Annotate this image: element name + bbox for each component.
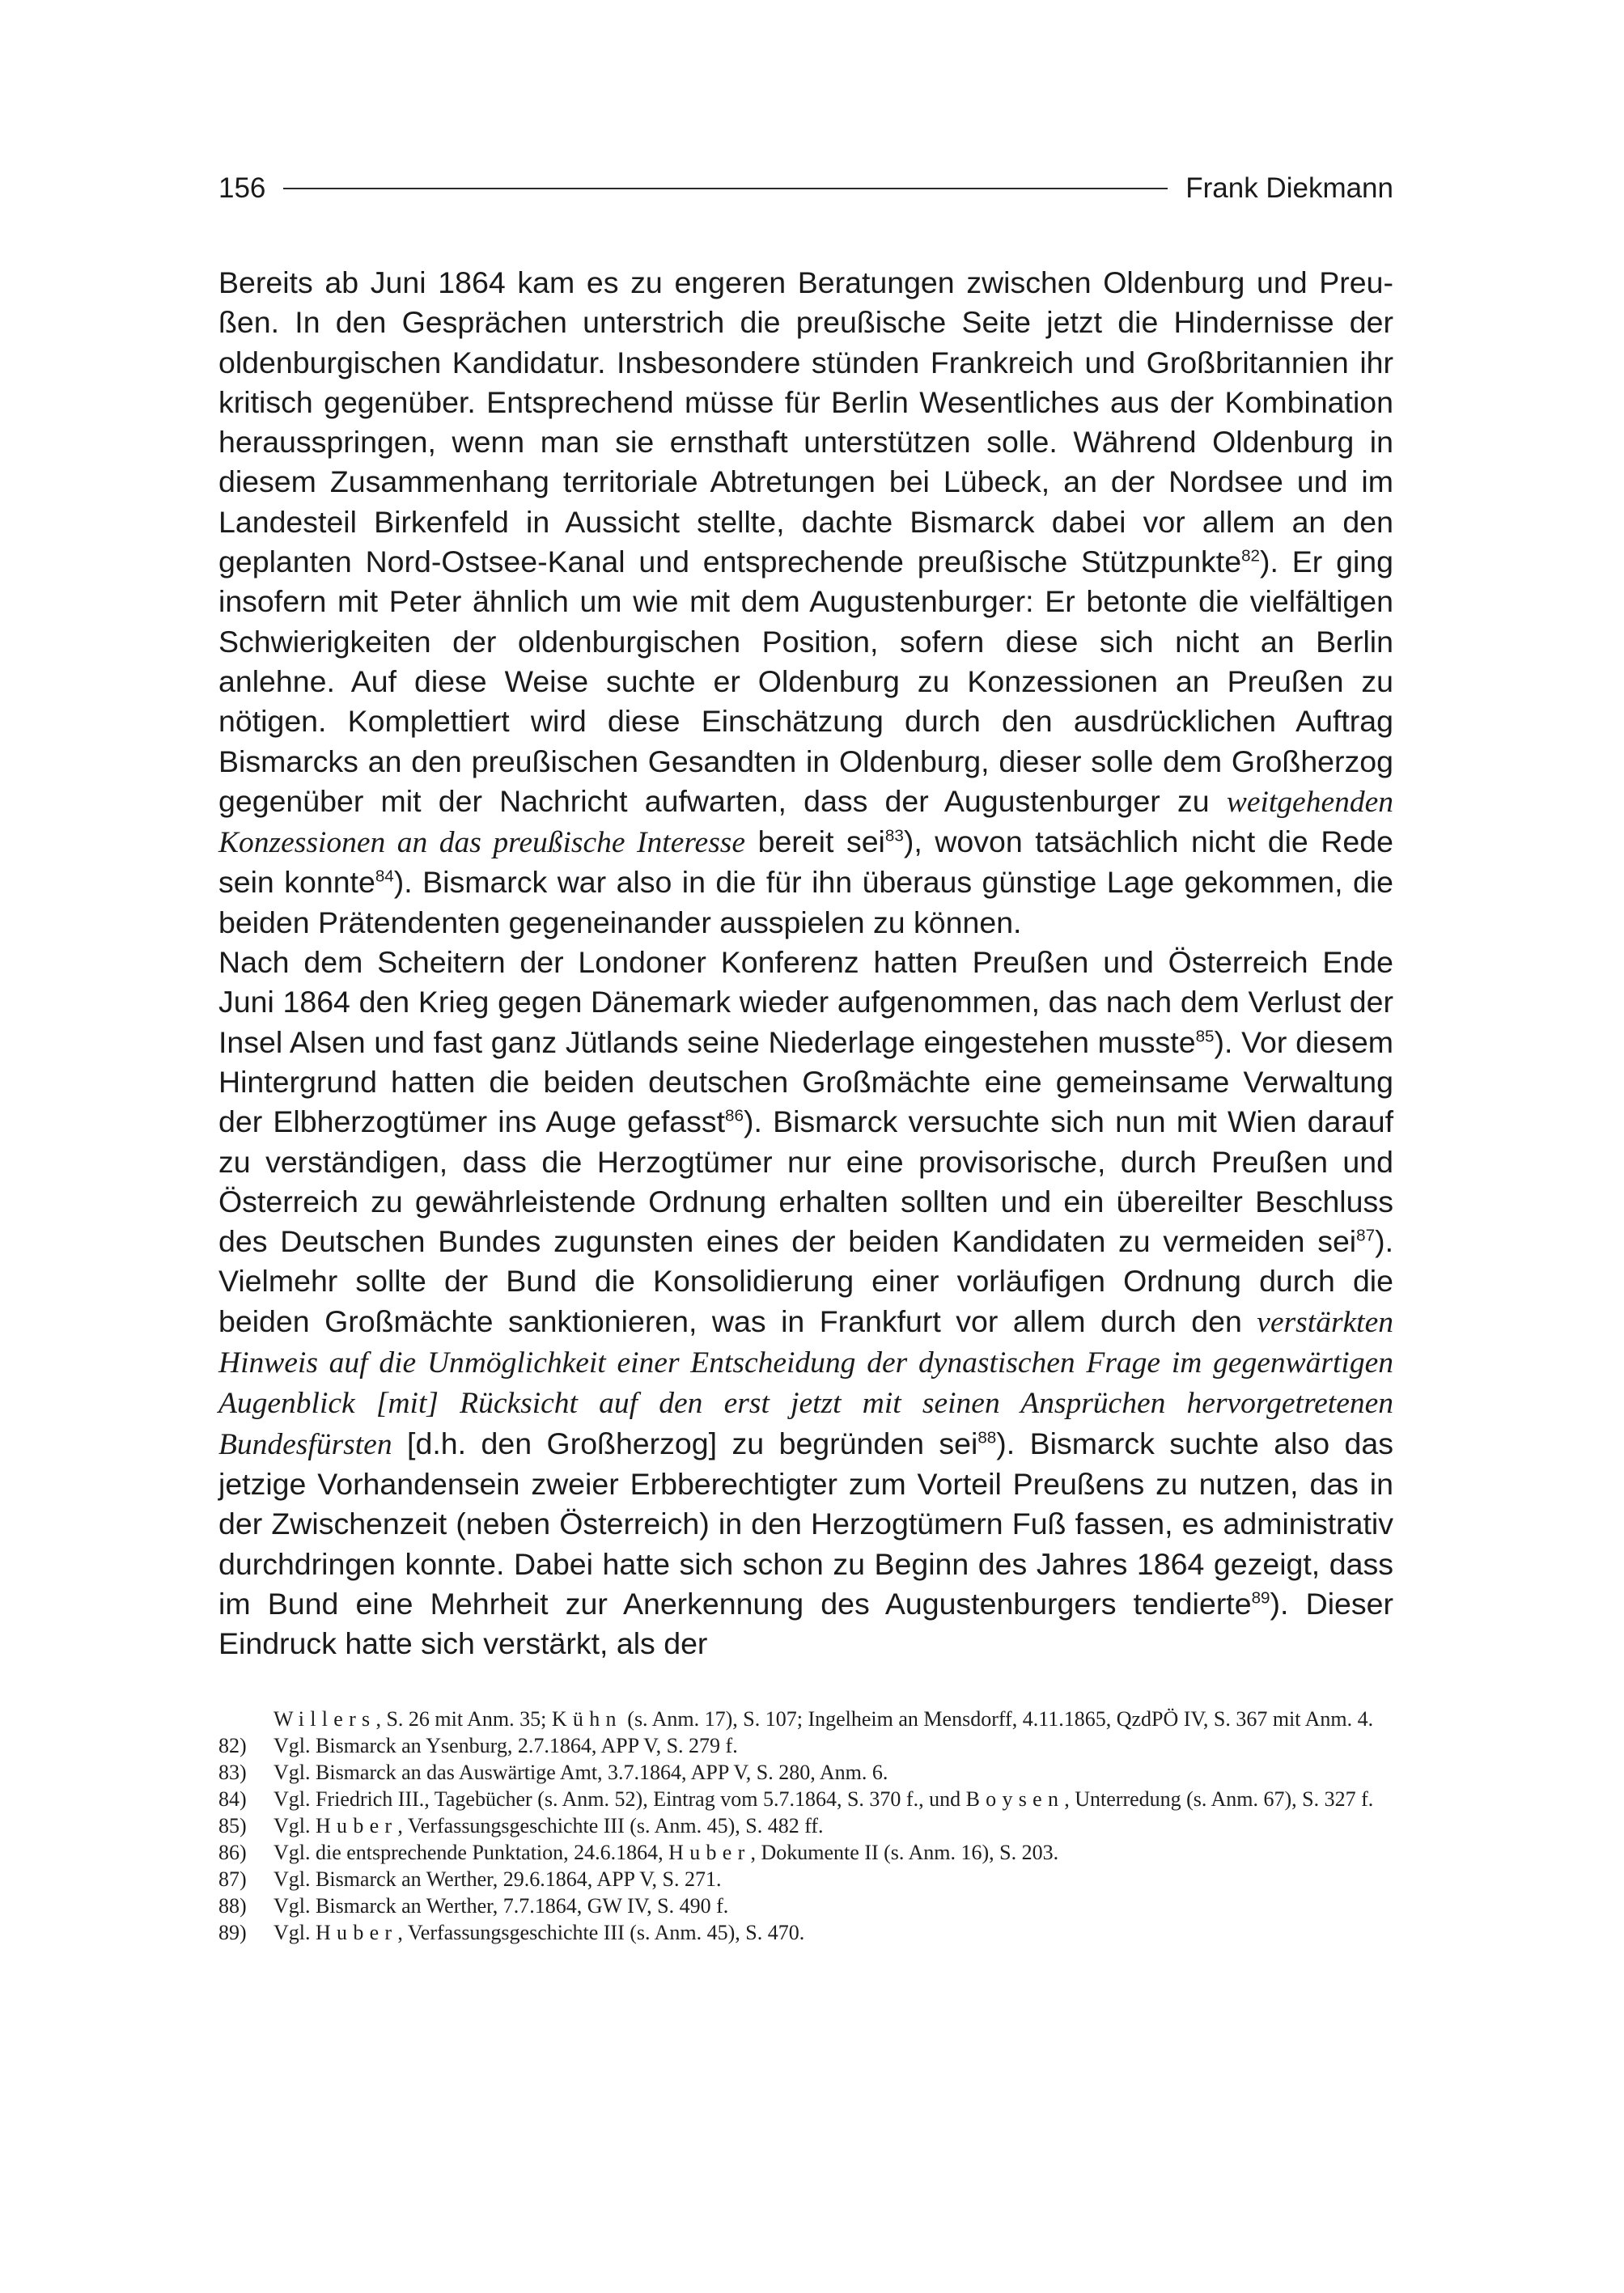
footnote-ref-87: 87	[1356, 1226, 1376, 1245]
footnote-text: Vgl. Bismarck an das Auswärtige Amt, 3.7.1864, APP V, S. 280, Anm. 6.	[273, 1761, 888, 1784]
main-text	[218, 263, 1393, 1664]
footnote-text	[273, 1812, 1393, 1839]
text-run: Bereits ab Juni 1864 kam es zu engeren Beratungen zwischen Oldenburg und Preußen. In den Gesprächen unterstrich die preußische Seite jetzt die Hindernisse der oldenburgischen Kandidatur. Insbesondere stünden Frankreich und Großbritannien ihr kritisch gegenüber. Entsprechend müsse für Berlin Wesentliches aus der Kombination herausspringen, wenn man sie ernsthaft unterstützen solle. Während Oldenburg in diesem Zusammenhang territoriale Abtretungen bei Lübeck, an der Nordsee und im Landesteil Birkenfeld in Aussicht stellte, dachte Bismarck dabei vor allem an den geplanten Nord-Ostsee-Kanal und entsprechende preußische Stützpunkte	[218, 265, 1393, 579]
paragraph-1	[218, 263, 1393, 943]
footnote-ref-82: 82	[1241, 546, 1261, 566]
italic-quote: verstärkten Hinweis auf die Unmöglichkeit einer Entscheidung der dynastischen Frage im gegenwärtigen Augenblick [mit] Rücksicht auf den erst jetzt mit seinen Ansprüchen hervorgetretenen Bundesfürsten	[218, 1305, 1393, 1461]
footnote-ref-88: 88	[977, 1428, 997, 1447]
footnote-text: , S. 26 mit Anm. 35;	[375, 1707, 552, 1731]
footnote-number: 84)	[218, 1787, 247, 1811]
footnote-ref-84: 84	[375, 867, 394, 886]
author-name: Huber	[668, 1841, 751, 1864]
footnote-ref-86: 86	[725, 1106, 744, 1125]
footnote-text-run: Vgl. Friedrich III., Tagebücher (s. Anm. 52), Eintrag vom 5.7.1864, S. 370 f., und	[273, 1787, 966, 1811]
footnote-88	[218, 1892, 1393, 1919]
footnote-number: 86)	[218, 1841, 247, 1864]
footnote-text: Vgl. Bismarck an Ysenburg, 2.7.1864, APP V, S. 279 f.	[273, 1734, 738, 1757]
footnote-text: Vgl. Bismarck an Werther, 7.7.1864, GW IV, S. 490 f.	[273, 1894, 729, 1918]
text-run: bereit sei	[745, 824, 885, 859]
footnote-text-run: Vgl. die entsprechende Punktation, 24.6.1864,	[273, 1841, 669, 1864]
footnote-89	[218, 1919, 1393, 1946]
footnote-number: 87)	[218, 1867, 247, 1891]
text-run: ). Bismarck versuchte sich nun mit Wien darauf zu verständigen, dass die Herzogtümer nur eine provisorische, durch Preußen und Österreich zu gewährleistende Ordnung erhalten sollten und ein übereilter Beschluss des Deutschen Bundes zugunsten eines der beiden Kandidaten zu vermeiden sei	[218, 1104, 1393, 1259]
header-rule	[283, 188, 1168, 189]
footnote-number: 83)	[218, 1761, 247, 1784]
text-run: ). Bismarck war also in die für ihn überaus günstige Lage gekommen, die beiden Prätendenten gegeneinander ausspielen zu können.	[218, 865, 1393, 939]
footnote-82	[218, 1732, 1393, 1759]
paragraph-2	[218, 943, 1393, 1664]
author-name: Willers	[273, 1707, 376, 1731]
footnotes	[218, 1706, 1393, 1946]
footnote-ref-85: 85	[1195, 1027, 1215, 1046]
text-run: ). Dieser Eindruck hatte sich verstärkt, als der	[218, 1586, 1393, 1661]
author-name: Kühn	[551, 1707, 622, 1731]
author-name: Huber	[316, 1921, 398, 1944]
footnote-text-run: , Verfassungsgeschichte III (s. Anm. 45), S. 482 ff.	[397, 1814, 824, 1837]
footnote-text	[273, 1786, 1393, 1812]
text-run: ), wovon tatsächlich nicht die Rede sein konnte	[218, 824, 1393, 900]
running-head	[218, 166, 1393, 211]
footnote-86	[218, 1839, 1393, 1866]
footnote-83	[218, 1759, 1393, 1786]
footnote-number: 89)	[218, 1921, 247, 1944]
text-run: ). Er ging insofern mit Peter ähnlich um wie mit dem Augustenburger: Er betonte die vielfältigen Schwierigkeiten der oldenburgischen Position, sofern diese sich nicht an Berlin anlehne. Auf diese Weise suchte er Oldenburg zu Konzessionen an Preußen zu nötigen. Komplettiert wird diese Einschätzung durch den ausdrücklichen Auftrag Bismarcks an den preußischen Gesandten in Oldenburg, dieser solle dem Großherzog gegenüber mit der Nachricht aufwarten, dass der Augustenburger zu	[218, 545, 1393, 818]
text-run: ). Vor diesem Hintergrund hatten die beiden deutschen Großmächte eine gemeinsame Verwaltung der Elbherzogtümer ins Auge gefasst	[218, 1024, 1393, 1139]
footnote-text	[273, 1919, 1393, 1946]
footnote-text-run: , Unterredung (s. Anm. 67), S. 327 f.	[1064, 1787, 1374, 1811]
footnote-text: Vgl. Bismarck an Werther, 29.6.1864, APP V, S. 271.	[273, 1867, 722, 1891]
text-run: ). Bismarck suchte also das jetzige Vorhandensein zweier Erbberechtigter zum Vorteil Preußens zu nutzen, das in der Zwischenzeit (neben Österreich) in den Herzogtümern Fuß fassen, es administrativ durchdringen konnte. Dabei hatte sich schon zu Beginn des Jahres 1864 gezeigt, dass im Bund eine Mehrheit zur Anerkennung des Augustenburgers tendierte	[218, 1426, 1394, 1621]
footnote-ref-83: 83	[884, 826, 904, 846]
footnote-text-run: , Verfassungsgeschichte III (s. Anm. 45), S. 470.	[397, 1921, 805, 1944]
text-run: ). Vielmehr sollte der Bund die Konsolidierung einer vorläufigen Ordnung durch die beiden Großmächte sanktionieren, was in Frankfurt vor allem durch den	[218, 1224, 1393, 1338]
footnote-number: 88)	[218, 1894, 247, 1918]
footnote-text-run: , Dokumente II (s. Anm. 16), S. 203.	[750, 1841, 1059, 1864]
text-run: Nach dem Scheitern der Londoner Konferenz hatten Preußen und Österreich Ende Juni 1864 den Krieg gegen Dänemark wieder aufgenommen, das nach dem Verlust der Insel Alsen und fast ganz Jütlands seine Niederlage eingestehen musste	[218, 945, 1393, 1059]
author-name: Boysen	[965, 1787, 1065, 1811]
author-name: Huber	[316, 1814, 398, 1837]
footnote-84	[218, 1786, 1393, 1812]
footnote-ref-89: 89	[1251, 1588, 1270, 1608]
page-number: 156	[218, 172, 266, 204]
running-head-author: Frank Diekmann	[1185, 172, 1393, 204]
footnote-number: 85)	[218, 1814, 247, 1837]
footnote-text	[273, 1839, 1393, 1866]
footnote-text-run: Vgl.	[273, 1814, 316, 1837]
footnote-85	[218, 1812, 1393, 1839]
footnote-number: 82)	[218, 1734, 247, 1757]
text-run: [d.h. den Großherzog] zu begründen sei	[392, 1426, 978, 1460]
italic-quote: weitgehenden Konzessionen an das preußische Interesse	[218, 785, 1393, 860]
footnote-continuation	[218, 1706, 1393, 1732]
footnote-text: (s. Anm. 17), S. 107; Ingelheim an Mensdorff, 4.11.1865, QzdPÖ IV, S. 367 mit Anm. 4.	[621, 1707, 1374, 1731]
footnote-text-run: Vgl.	[273, 1921, 316, 1944]
footnote-87	[218, 1866, 1393, 1892]
